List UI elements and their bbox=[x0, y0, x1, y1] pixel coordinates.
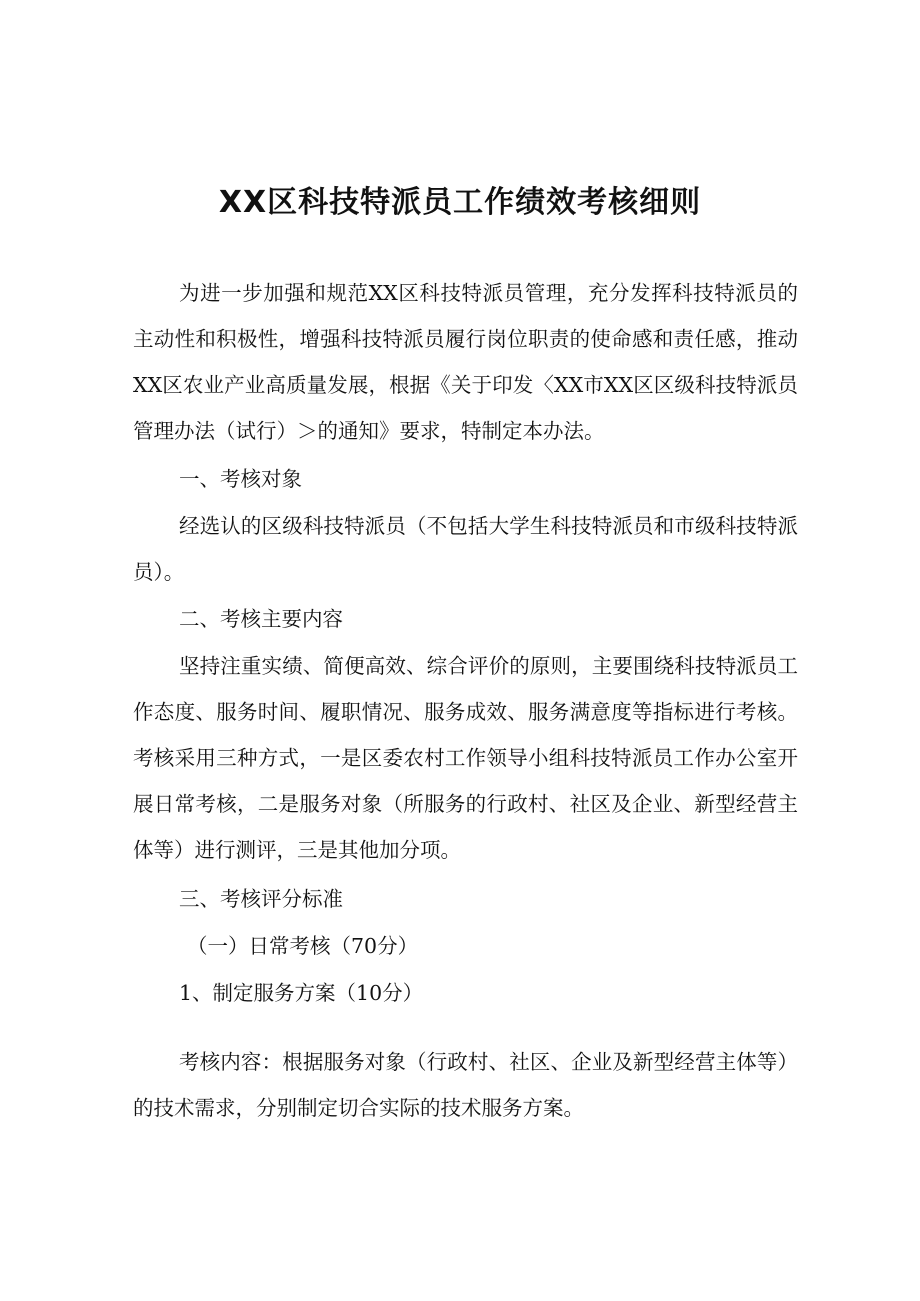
subsection-heading-daily: （一）日常考核（70分） bbox=[187, 934, 419, 958]
section-heading-targets: 一、考核对象 bbox=[179, 467, 302, 491]
item-text-service-plan: 考核内容：根据服务对象（行政村、社区、企业及新型经营主体等）的技术需求，分别制定切合实际的技术服务方案。 bbox=[133, 1050, 798, 1120]
section-heading-content: 二、考核主要内容 bbox=[179, 607, 343, 631]
section-text-content: 坚持注重实绩、简便高效、综合评价的原则，主要围绕科技特派员工作态度、服务时间、履职情况、服务成效、服务满意度等指标进行考核。考核采用三种方式，一是区委农村工作领导小组科技特派员工作办公室开展日常考核，二是服务对象（所服务的行政村、社区及企业、新型经营主体等）进行测评，三是其他加分项。 bbox=[133, 654, 798, 862]
item-heading-service-plan: 1、制定服务方案（10分） bbox=[179, 981, 424, 1005]
document-title: XX区科技特派员工作绩效考核细则 bbox=[218, 185, 702, 220]
section-text-targets: 经选认的区级科技特派员（不包括大学生科技特派员和市级科技特派员）。 bbox=[133, 514, 798, 584]
intro-paragraph: 为进一步加强和规范XX区科技特派员管理，充分发挥科技特派员的主动性和积极性，增强科技特派员履行岗位职责的使命感和责任感，推动XX区农业产业高质量发展，根据《关于印发〈XX市XX区区级科技特派员管理办法（试行）＞的通知》要求，特制定本办法。 bbox=[133, 281, 798, 443]
section-heading-standards: 三、考核评分标准 bbox=[179, 887, 343, 911]
